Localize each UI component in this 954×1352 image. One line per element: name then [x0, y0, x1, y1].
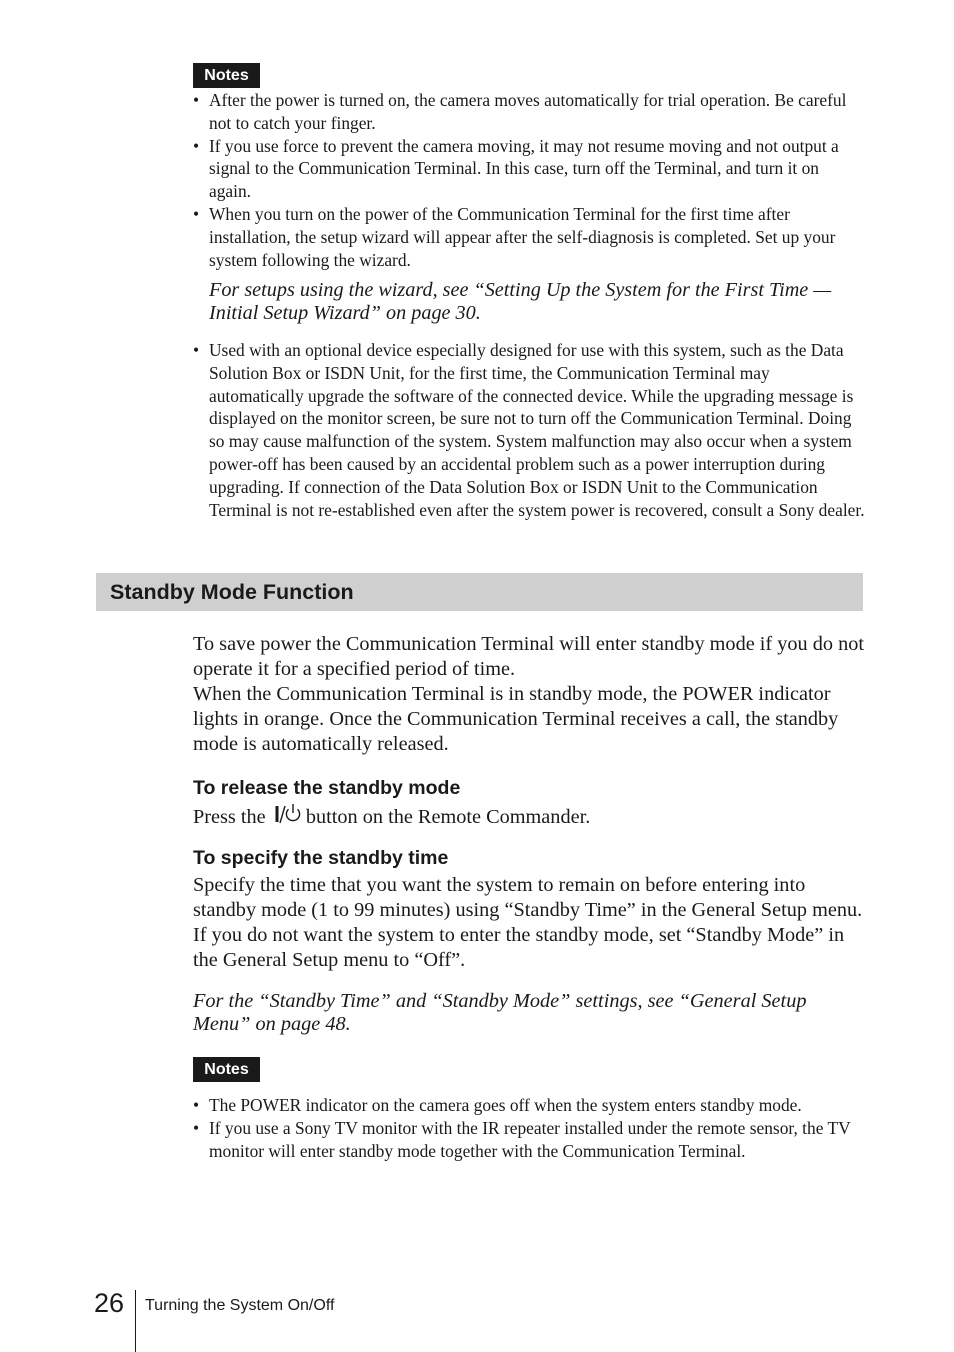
notes-badge: Notes — [193, 63, 260, 88]
power-button-icon — [271, 803, 301, 832]
wizard-reference: For setups using the wizard, see “Setting Up the System for the First Time — Initial Setup Wizard” on page 30. — [209, 279, 832, 324]
list-item: • After the power is turned on, the camera moves automatically for trial operation. Be careful not to catch your finger. — [193, 89, 865, 135]
release-suffix: button on the Remote Commander. — [305, 806, 591, 828]
section-title: Standby Mode Function — [110, 580, 354, 604]
section-header-bar — [96, 573, 863, 611]
specify-paragraph: Specify the time that you want the system to remain on before entering into standby mode (1 to 99 minutes) using “Standby Time” in the General Setup menu. If you do not want the system to enter the standby mode, set “Standby Mode” in the General Setup menu to “Off”. — [193, 874, 863, 971]
list-item: • The POWER indicator on the camera goes off when the system enters standby mode. — [193, 1094, 865, 1117]
indicator-paragraph: When the Communication Terminal is in standby mode, the POWER indicator lights in orange. Once the Communication Terminal receives a call, the standby mode is automatically released. — [193, 683, 839, 755]
list-item: • If you use force to prevent the camera moving, it may not resume moving and not output a signal to the Communication Terminal. In this case, turn off the Terminal, and turn it on again. — [193, 135, 865, 203]
notes-badge: Notes — [193, 1057, 260, 1082]
list-item: • If you use a Sony TV monitor with the IR repeater installed under the remote sensor, the TV monitor will enter standby mode together with the Communication Terminal. — [193, 1117, 865, 1163]
page-number: 26 — [94, 1288, 125, 1318]
release-paragraph — [193, 803, 865, 832]
list-item: • Used with an optional device especially designed for use with this system, such as the Data Solution Box or ISDN Unit, for the first time, the Communication Terminal may automatically upgrade the software of the connected device. While the upgrading message is displayed on the monitor screen, be sure not to turn off the Communication Terminal. Doing so may cause malfunction of the system. System malfunction may also occur when a system power-off has been caused by an accidental problem such as a power interruption during upgrading. If connection of the Data Solution Box or ISDN Unit to the Communication Terminal is not re-established even after the system power is recovered, consult a Sony dealer. — [193, 339, 865, 521]
intro-paragraph: To save power the Communication Terminal will enter standby mode if you do not operate it for a specified period of time. — [193, 633, 865, 680]
notes-list-continued — [193, 339, 865, 521]
notes-list — [193, 89, 865, 271]
notes-list — [193, 1094, 865, 1162]
release-prefix: Press the — [193, 806, 266, 828]
list-item: • When you turn on the power of the Communication Terminal for the first time after installation, the setup wizard will appear after the self-diagnosis is completed. Set up your system following the wizard. — [193, 203, 865, 271]
specify-heading: To specify the standby time — [193, 847, 449, 869]
footer-divider — [135, 1290, 136, 1352]
footer-section-label: Turning the System On/Off — [145, 1297, 335, 1314]
settings-reference: For the “Standby Time” and “Standby Mode” settings, see “General Setup Menu” on page 48. — [193, 990, 807, 1035]
release-heading: To release the standby mode — [193, 777, 461, 799]
